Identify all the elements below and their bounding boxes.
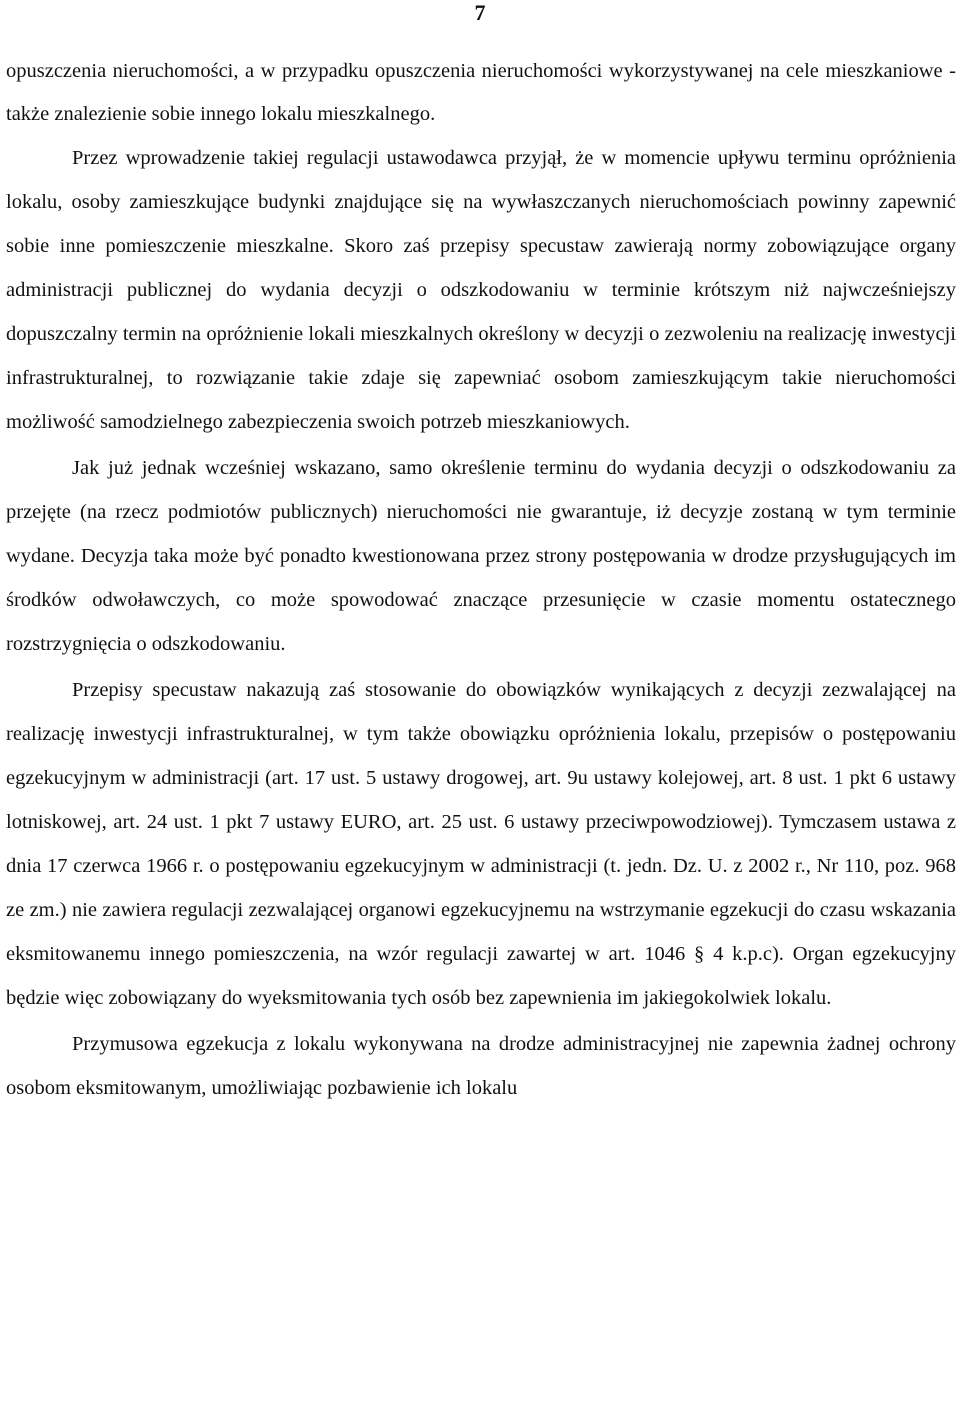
paragraph-2: Przez wprowadzenie takiej regulacji ustawodawca przyjął, że w momencie upływu terminu opróżnienia lokalu, osoby zamieszkujące budynki znajdujące się na wywłaszczanych nieruchomościach powinny zapewnić sobie inne pomieszczenie mieszkalne. Skoro zaś przepisy specustaw zawierają normy zobowiązujące organy administracji publicznej do wydania decyzji o odszkodowaniu w terminie krótszym niż najwcześniejszy dopuszczalny termin na opróżnienie lokali mieszkalnych określony w decyzji o zezwoleniu na realizację inwestycji infrastrukturalnej, to rozwiązanie takie zdaje się zapewniać osobom zamieszkującym takie nieruchomości możliwość samodzielnego zabezpieczenia swoich potrzeb mieszkaniowych.	[6, 147, 956, 433]
document-body	[6, 50, 956, 1110]
paragraph-1: opuszczenia nieruchomości, a w przypadku opuszczenia nieruchomości wykorzystywanej na cele mieszkaniowe - także znalezienie sobie innego lokalu mieszkalnego.	[6, 60, 956, 125]
page-number: 7	[474, 0, 486, 25]
paragraph-4: Przepisy specustaw nakazują zaś stosowanie do obowiązków wynikających z decyzji zezwalającej na realizację inwestycji infrastrukturalnej, w tym także obowiązku opróżnienia lokalu, przepisów o postępowaniu egzekucyjnym w administracji (art. 17 ust. 5 ustawy drogowej, art. 9u ustawy kolejowej, art. 8 ust. 1 pkt 6 ustawy lotniskowej, art. 24 ust. 1 pkt 7 ustawy EURO, art. 25 ust. 6 ustawy przeciwpowodziowej). Tymczasem ustawa z dnia 17 czerwca 1966 r. o postępowaniu egzekucyjnym w administracji (t. jedn. Dz. U. z 2002 r., Nr 110, poz. 968 ze zm.) nie zawiera regulacji zezwalającej organowi egzekucyjnemu na wstrzymanie egzekucji do czasu wskazania eksmitowanemu innego pomieszczenia, na wzór regulacji zawartej w art. 1046 § 4 k.p.c). Organ egzekucyjny będzie więc zobowiązany do wyeksmitowania tych osób bez zapewnienia im jakiegokolwiek lokalu.	[6, 679, 956, 1009]
paragraph-5: Przymusowa egzekucja z lokalu wykonywana na drodze administracyjnej nie zapewnia żadnej ochrony osobom eksmitowanym, umożliwiając pozbawienie ich lokalu	[6, 1033, 956, 1099]
paragraph-3: Jak już jednak wcześniej wskazano, samo określenie terminu do wydania decyzji o odszkodowaniu za przejęte (na rzecz podmiotów publicznych) nieruchomości nie gwarantuje, iż decyzje zostaną w tym terminie wydane. Decyzja taka może być ponadto kwestionowana przez strony postępowania w drodze przysługujących im środków odwoławczych, co może spowodować znaczące przesunięcie w czasie momentu ostatecznego rozstrzygnięcia o odszkodowaniu.	[6, 457, 956, 655]
